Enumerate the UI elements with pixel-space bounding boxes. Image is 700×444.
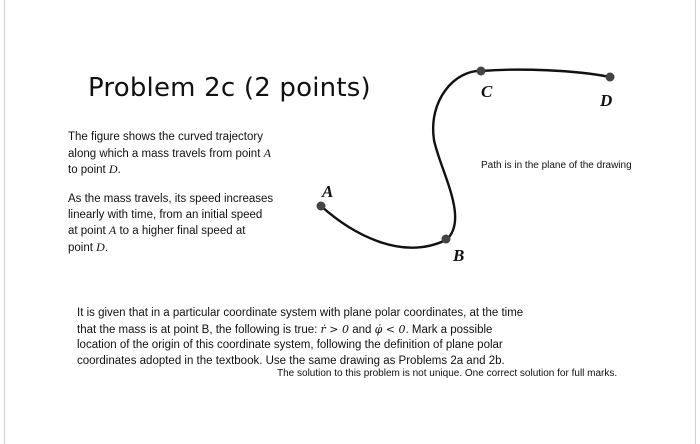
left-border (4, 0, 5, 444)
given-paragraph (77, 306, 523, 369)
intro-line-3-end: . (117, 164, 121, 176)
intro-line-2-text: along which a mass travels from point (68, 147, 264, 160)
label-a: A (322, 182, 334, 201)
intro-line-3-text: to point (68, 164, 109, 176)
speed-line-3-end: to a higher final speed at (116, 225, 246, 237)
r-dot-condition: ṙ > 0 (320, 322, 350, 336)
intro-line-2 (68, 146, 271, 163)
given-line-2-end: . Mark a possible (405, 323, 493, 336)
point-d-ref: D (96, 239, 105, 254)
phi-dot-condition: φ̇ < 0 (374, 322, 406, 336)
speed-paragraph (68, 192, 273, 256)
point-d-marker (606, 73, 615, 82)
speed-line-4 (68, 240, 273, 257)
problem-title: Problem 2c (2 points) (88, 73, 371, 103)
solution-note: The solution to this problem is not unique. One correct solution for full marks. (277, 368, 618, 379)
given-line-2-text: that the mass is at point B, the following is true: (77, 323, 321, 336)
given-line-3: location of the origin of this coordinate system, following the definition of plane polar (77, 339, 503, 351)
point-d-ref: D (108, 162, 118, 176)
speed-line-1: As the mass travels, its speed increases (68, 193, 274, 205)
plane-note: Path is in the plane of the drawing (481, 160, 632, 171)
speed-line-4-end: . (104, 241, 109, 254)
point-c-marker (477, 67, 486, 76)
intro-line-3 (68, 162, 271, 179)
speed-line-4-text: point (68, 241, 97, 254)
given-and: and (349, 323, 375, 336)
label-c: C (481, 82, 493, 101)
label-b: B (453, 246, 465, 265)
speed-line-3 (68, 223, 273, 240)
given-line-1: It is given that in a particular coordinate system with plane polar coordinates, at the time (77, 307, 524, 319)
right-border (695, 0, 696, 444)
trajectory-figure (300, 55, 640, 270)
point-a-ref: A (108, 223, 117, 237)
point-b-marker (442, 235, 451, 244)
given-line-4: coordinates adopted in the textbook. Use the same drawing as Problems 2a and 2b. (77, 354, 505, 367)
point-a-ref: A (263, 145, 271, 160)
speed-line-3-text: at point (68, 225, 109, 237)
trajectory-path (321, 70, 613, 248)
given-line-2 (77, 322, 523, 339)
intro-line-1: The figure shows the curved trajectory (68, 131, 263, 143)
point-a-marker (317, 202, 326, 211)
speed-line-2: linearly with time, from an initial speed (68, 208, 263, 221)
label-d: D (600, 91, 613, 110)
intro-paragraph (68, 130, 271, 179)
